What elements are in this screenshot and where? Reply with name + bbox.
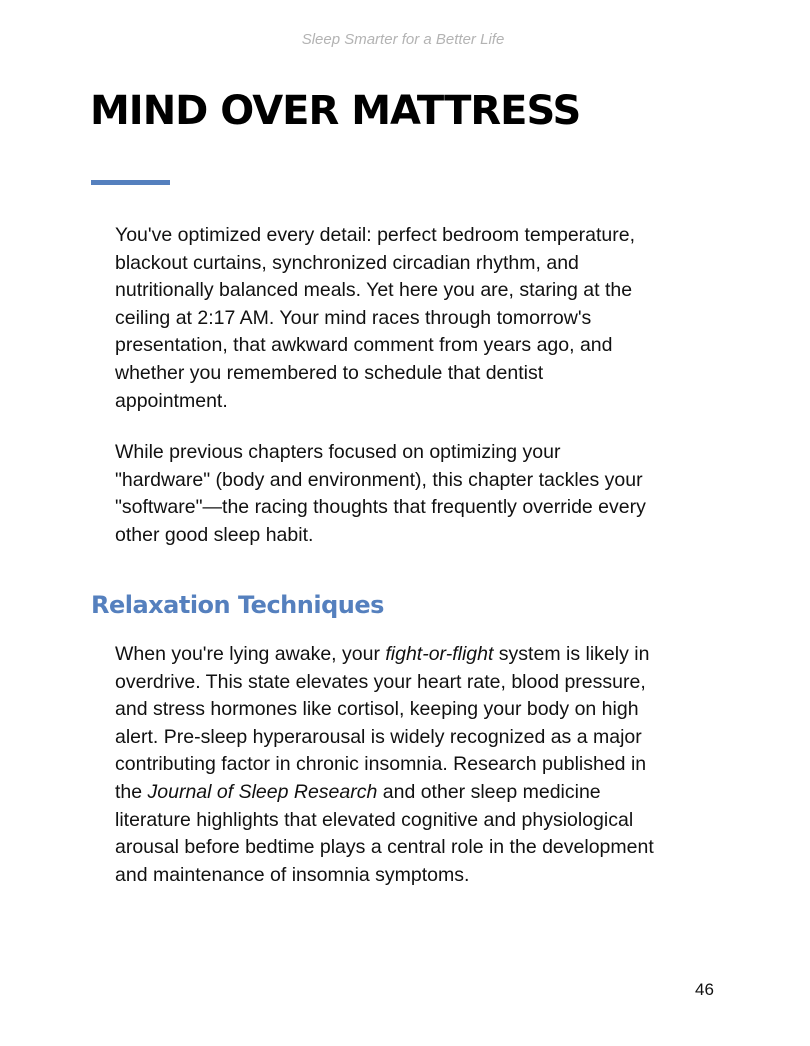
text-line: literature highlights that elevated cognitive and physiological	[115, 808, 634, 831]
text-line: overdrive. This state elevates your heart rate, blood pressure,	[115, 670, 646, 693]
text-line	[115, 779, 654, 807]
section-heading: Relaxation Techniques	[91, 591, 384, 619]
emphasis-text: fight-or-flight	[385, 643, 494, 665]
journal-title: Journal of Sleep Research	[147, 780, 378, 803]
text-line: and stress hormones like cortisol, keeping your body on high	[115, 698, 639, 721]
text-run: and other sleep medicine	[377, 780, 601, 803]
text-line: arousal before bedtime plays a central role in the development	[115, 836, 654, 859]
text-line: presentation, that awkward comment from years ago, and	[115, 334, 613, 357]
text-line: "hardware" (body and environment), this chapter tackles your	[115, 468, 643, 491]
text-line: alert. Pre-sleep hyperarousal is widely recognized as a major	[115, 725, 642, 748]
text-line: other good sleep habit.	[115, 523, 314, 546]
text-line: You've optimized every detail: perfect bedroom temperature,	[115, 224, 636, 246]
text-line: appointment.	[115, 389, 228, 412]
relaxation-paragraph	[115, 641, 654, 889]
intro-paragraph	[115, 222, 635, 415]
text-run: the	[115, 780, 148, 803]
chapter-focus-paragraph	[115, 439, 646, 549]
text-line	[115, 641, 654, 669]
chapter-title: MIND OVER MATTRESS	[90, 88, 581, 134]
text-line: ceiling at 2:17 AM. Your mind races through tomorrow's	[115, 306, 592, 329]
text-line: whether you remembered to schedule that dentist	[115, 361, 544, 384]
title-accent-rule	[91, 180, 170, 185]
text-run: When you're lying awake, your	[115, 643, 386, 665]
text-run: system is likely in	[493, 643, 650, 665]
running-header: Sleep Smarter for a Better Life	[301, 31, 505, 48]
text-line: "software"—the racing thoughts that frequently override every	[115, 496, 646, 519]
page-number: 46	[695, 980, 714, 999]
text-line: While previous chapters focused on optimizing your	[115, 441, 561, 463]
text-line: nutritionally balanced meals. Yet here you are, staring at the	[115, 279, 633, 302]
text-line: and maintenance of insomnia symptoms.	[115, 863, 470, 886]
text-line: blackout curtains, synchronized circadian rhythm, and	[115, 251, 579, 274]
text-line: contributing factor in chronic insomnia. Research published in	[115, 753, 647, 776]
